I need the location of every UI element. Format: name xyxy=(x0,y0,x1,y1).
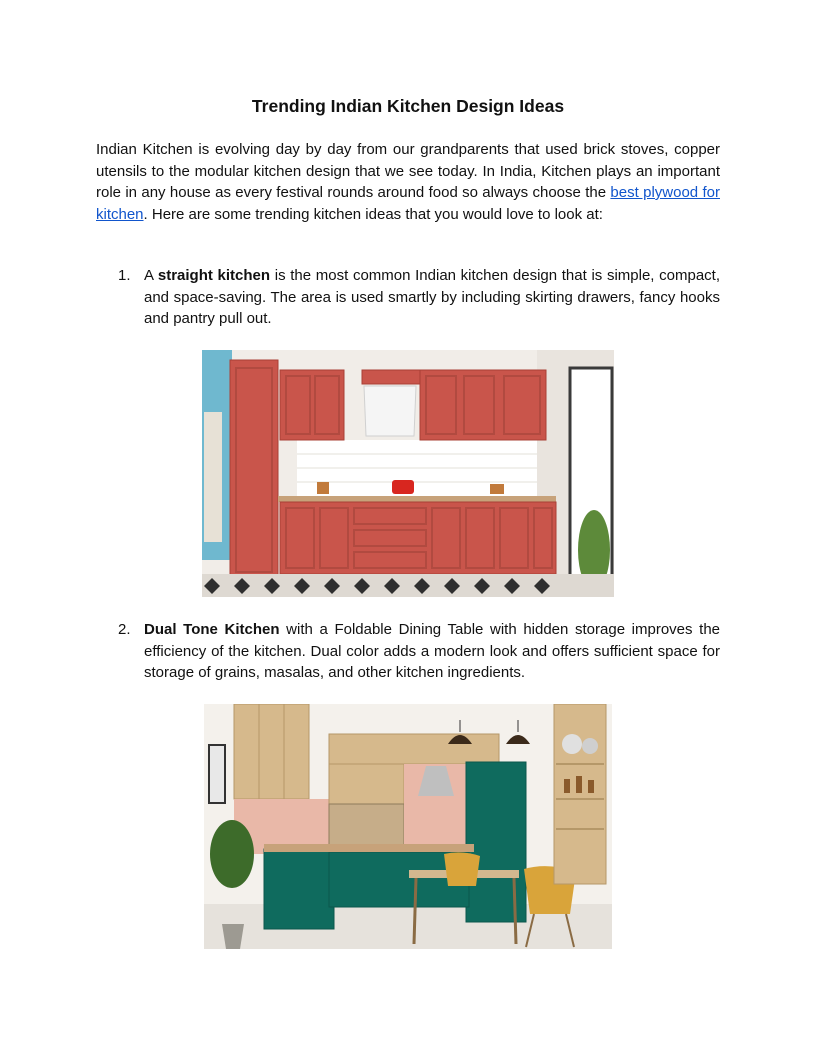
list-item-rest: with a Foldable Dining Table with hidden storage improves the efficiency of the kitchen. Dual color adds a modern look and offers sufficient space for storage of grains, masalas, and other kitchen ingredients. xyxy=(144,621,721,681)
list-item-prefix: A xyxy=(144,267,158,284)
straight-kitchen-photo xyxy=(202,350,614,597)
list-item xyxy=(96,265,720,330)
intro-text-end: . Here are some trending kitchen ideas that you would love to look at: xyxy=(143,205,603,223)
list-item-bold: Dual Tone Kitchen xyxy=(144,621,280,638)
dual-tone-kitchen-photo xyxy=(204,704,612,949)
list-number: 2. xyxy=(118,621,131,638)
straight-kitchen-illustration xyxy=(202,350,614,597)
intro-paragraph xyxy=(96,139,720,225)
list-item-rest: is the most common Indian kitchen design that is simple, compact, and space-saving. The area is used smartly by including skirting drawers, fancy hooks and pantry pull out. xyxy=(144,267,720,327)
list-item-text xyxy=(144,619,720,684)
page-title: Trending Indian Kitchen Design Ideas xyxy=(251,96,565,116)
best-plywood-link[interactable]: best plywood for kitchen xyxy=(96,184,720,223)
dual-tone-kitchen-illustration xyxy=(204,704,612,949)
list-item xyxy=(96,619,720,684)
intro-text-start: Indian Kitchen is evolving day by day from our grandparents that used brick stoves, copper utensils to the modular kitchen design that we see today. In India, Kitchen plays an important role in any house as every festival rounds around food so always choose the xyxy=(96,141,720,201)
list-item-bold: straight kitchen xyxy=(157,267,271,284)
list-item-text xyxy=(144,265,720,330)
list-number: 1. xyxy=(118,267,131,284)
